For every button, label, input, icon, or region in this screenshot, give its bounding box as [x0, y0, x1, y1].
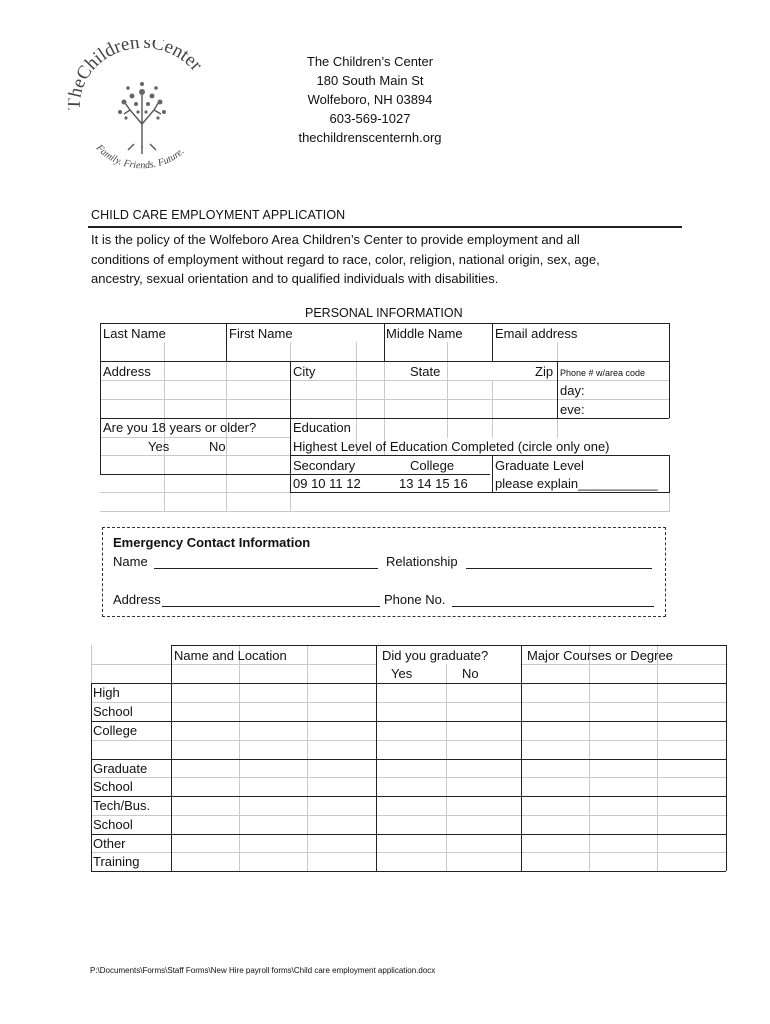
policy-line: ancestry, sexual orientation and to qualified individuals with disabilities. [91, 271, 499, 286]
zip-label: Zip [535, 364, 554, 379]
row-label-school: School [93, 779, 133, 794]
table-border [100, 323, 101, 474]
table-border [91, 871, 726, 872]
grid-line [492, 380, 493, 438]
grid-line [100, 511, 670, 512]
city-label: City [293, 364, 316, 379]
emergency-phone-line[interactable] [452, 606, 654, 607]
emergency-contact-heading: Emergency Contact Information [113, 535, 311, 550]
age-question-label: Are you 18 years or older? [103, 420, 257, 435]
grid-line [91, 664, 171, 665]
grid-line [521, 664, 726, 665]
address-label: Address [103, 364, 151, 379]
org-phone: 603-569-1027 [329, 111, 411, 126]
table-border [100, 361, 669, 362]
application-title: CHILD CARE EMPLOYMENT APPLICATION [91, 208, 346, 222]
table-border [91, 683, 726, 684]
row-label-college: College [93, 723, 138, 738]
secondary-years: 09 10 11 12 [293, 476, 361, 491]
table-border [100, 418, 669, 419]
grid-line [171, 664, 376, 665]
emergency-phone-label: Phone No. [384, 592, 446, 607]
table-border [290, 455, 669, 456]
phone-label: Phone # w/area code [560, 368, 646, 378]
table-border [669, 455, 670, 493]
age-yes-option: Yes [148, 439, 170, 454]
grid-line [91, 702, 171, 703]
phone-eve-label: eve: [560, 402, 585, 417]
logo-name-text: eChildren'sCenter [68, 40, 207, 92]
table-border [91, 834, 726, 835]
table-border [91, 721, 726, 722]
grid-line [100, 437, 290, 438]
table-border [521, 645, 522, 871]
policy-statement [91, 230, 681, 289]
org-city: Wolfeboro, NH 03894 [307, 92, 433, 107]
table-border [226, 323, 227, 361]
row-label-graduate: Graduate [93, 761, 148, 776]
tree-logo-icon [68, 40, 218, 180]
middle-name-label: Middle Name [386, 326, 463, 341]
emergency-relationship-line[interactable] [466, 568, 652, 569]
title-divider [88, 226, 682, 228]
college-years: 13 14 15 16 [399, 476, 468, 491]
row-label-school: School [93, 704, 133, 719]
childrens-center-logo [68, 40, 218, 180]
secondary-label: Secondary [293, 458, 356, 473]
grid-line [446, 664, 447, 871]
organization-address-block [250, 52, 490, 147]
row-label-tech-bus: Tech/Bus. [93, 798, 151, 813]
org-name: The Children’s Center [306, 54, 434, 69]
grid-line [171, 740, 726, 741]
grid-line [91, 815, 171, 816]
emergency-relationship-label: Relationship [386, 554, 458, 569]
row-label-training: Training [93, 854, 140, 869]
org-website: thechildrenscenternh.org [298, 130, 442, 145]
grid-line [589, 645, 590, 871]
highest-level-label: Highest Level of Education Completed (circle only one) [293, 439, 610, 454]
table-border [492, 323, 493, 361]
age-no-option: No [209, 439, 226, 454]
grid-line [171, 702, 726, 703]
grid-line [91, 645, 92, 683]
grid-line [657, 645, 658, 871]
grid-line [171, 815, 726, 816]
table-border [726, 645, 727, 871]
education-label: Education [293, 420, 351, 435]
college-label: College [410, 458, 455, 473]
table-border [557, 361, 558, 418]
did-graduate-header: Did you graduate? [382, 648, 489, 663]
grid-line [447, 342, 448, 438]
table-border [171, 645, 172, 871]
svg-text:TheChildren'sCenter [68, 40, 207, 110]
grid-line [171, 777, 726, 778]
grid-line [91, 777, 171, 778]
table-border [290, 492, 669, 493]
emergency-address-label: Address [113, 592, 161, 607]
document-file-path: P:\Documents\Forms\Staff Forms\New Hire payroll forms\Child care employment application.docx [90, 966, 436, 975]
grid-line [100, 399, 670, 400]
table-border [91, 759, 726, 760]
personal-information-heading: PERSONAL INFORMATION [305, 306, 463, 320]
email-label: Email address [495, 326, 578, 341]
emergency-name-label: Name [113, 554, 148, 569]
svg-text:Family. Friends. Future. [93, 142, 187, 171]
grid-line [100, 380, 670, 381]
row-label-high: High [93, 685, 120, 700]
policy-line: It is the policy of the Wolfeboro Area Children’s Center to provide employment and all [91, 232, 580, 247]
graduate-yes-header: Yes [391, 666, 413, 681]
graduate-level-label: Graduate Level [495, 458, 584, 473]
table-border [91, 683, 92, 871]
grid-line [171, 852, 726, 853]
table-border [171, 645, 726, 646]
last-name-label: Last Name [103, 326, 166, 341]
grid-line [239, 645, 240, 871]
row-label-school: School [93, 817, 133, 832]
row-label-other: Other [93, 836, 126, 851]
emergency-name-line[interactable] [154, 568, 378, 569]
table-border [100, 474, 290, 475]
policy-line: conditions of employment without regard to race, color, religion, national origin, sex, age, [91, 251, 600, 267]
logo-tagline: Family. Friends. Future. [93, 142, 187, 172]
table-border [290, 474, 490, 475]
major-courses-header: Major Courses or Degree [527, 648, 673, 663]
org-street: 180 South Main St [316, 73, 424, 88]
please-explain-field: please explain___________ [495, 476, 658, 491]
phone-day-label: day: [560, 383, 585, 398]
grid-line [91, 852, 171, 853]
table-border [384, 323, 385, 361]
table-border [492, 455, 493, 492]
table-border [290, 361, 291, 492]
name-location-header: Name and Location [174, 648, 287, 663]
first-name-label: First Name [229, 326, 293, 341]
emergency-address-line[interactable] [162, 606, 380, 607]
table-border [91, 796, 726, 797]
table-border [376, 645, 377, 871]
graduate-no-header: No [462, 666, 479, 681]
state-label: State [410, 364, 441, 379]
grid-line [669, 492, 670, 512]
grid-line [307, 645, 308, 871]
grid-line [100, 455, 290, 456]
table-border [669, 323, 670, 418]
grid-line [91, 740, 171, 741]
